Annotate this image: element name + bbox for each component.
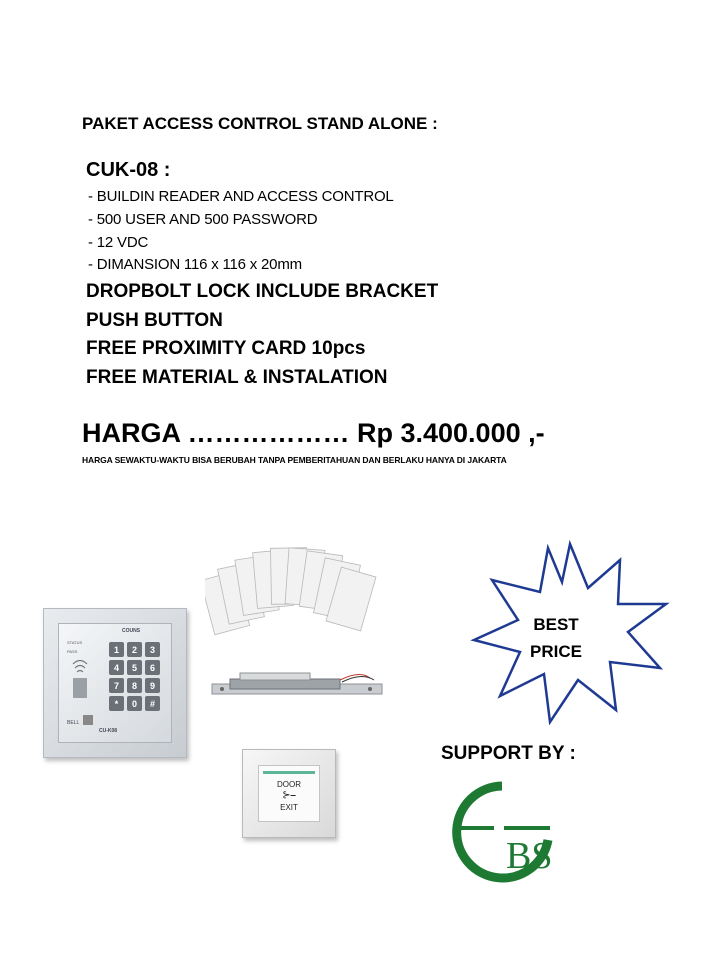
support-label: SUPPORT BY : [441, 743, 576, 764]
keypad-key: 4 [109, 660, 124, 675]
exit-button-face [258, 765, 320, 822]
package-item: PUSH BUTTON [86, 310, 223, 331]
page-title: PAKET ACCESS CONTROL STAND ALONE : [82, 114, 438, 133]
spec-item: - 500 USER AND 500 PASSWORD [88, 211, 318, 228]
keypad-faceplate [58, 623, 172, 743]
dropbolt-lock-image [210, 668, 385, 708]
keypad-key: 5 [127, 660, 142, 675]
badge-line: BEST [533, 615, 579, 634]
keypad-key: # [145, 696, 160, 711]
spec-item: - BUILDIN READER AND ACCESS CONTROL [88, 188, 394, 205]
door-label: DOOR [277, 780, 301, 789]
proximity-cards-image [205, 545, 380, 637]
keypad-key: 3 [145, 642, 160, 657]
keypad-model: CU-K08 [99, 728, 118, 734]
status-led-label: STATUS [67, 640, 83, 645]
package-item: DROPBOLT LOCK INCLUDE BRACKET [86, 281, 439, 302]
keypad-key: 7 [109, 678, 124, 693]
spec-item: - DIMANSION 116 x 116 x 20mm [88, 256, 302, 273]
badge-line: PRICE [530, 642, 582, 661]
key-icon: ⊱⎯ [282, 790, 296, 801]
rfid-reader-icon [69, 654, 91, 702]
pass-led-label: PASS [67, 649, 78, 654]
exit-label: EXIT [280, 803, 298, 812]
package-item: FREE PROXIMITY CARD 10pcs [86, 338, 366, 359]
keypad-key: 8 [127, 678, 142, 693]
price-line: HARGA ……………… Rp 3.400.000 ,- [82, 418, 545, 448]
package-item: FREE MATERIAL & INSTALATION [86, 367, 388, 388]
keypad-brand: COUNS [122, 628, 141, 634]
keypad-key: 2 [127, 642, 142, 657]
price-note: HARGA SEWAKTU-WAKTU BISA BERUBAH TANPA PEMBERITAHUAN DAN BERLAKU HANYA DI JAKARTA [82, 455, 507, 465]
bell-label: BELL [67, 720, 80, 726]
bell-button-icon [83, 715, 93, 725]
spec-item: - 12 VDC [88, 234, 149, 251]
keypad-key: 0 [127, 696, 142, 711]
keypad-key: 9 [145, 678, 160, 693]
exit-stripe [263, 771, 315, 774]
keypad-keys [109, 642, 160, 711]
keypad-key: 1 [109, 642, 124, 657]
keypad-image [43, 608, 187, 758]
keypad-key: 6 [145, 660, 160, 675]
keypad-key: * [109, 696, 124, 711]
logo-text: BS [506, 835, 553, 877]
bs-logo [450, 780, 565, 885]
best-price-text [510, 611, 602, 665]
model-heading: CUK-08 : [86, 159, 171, 181]
exit-button-image [242, 749, 336, 838]
